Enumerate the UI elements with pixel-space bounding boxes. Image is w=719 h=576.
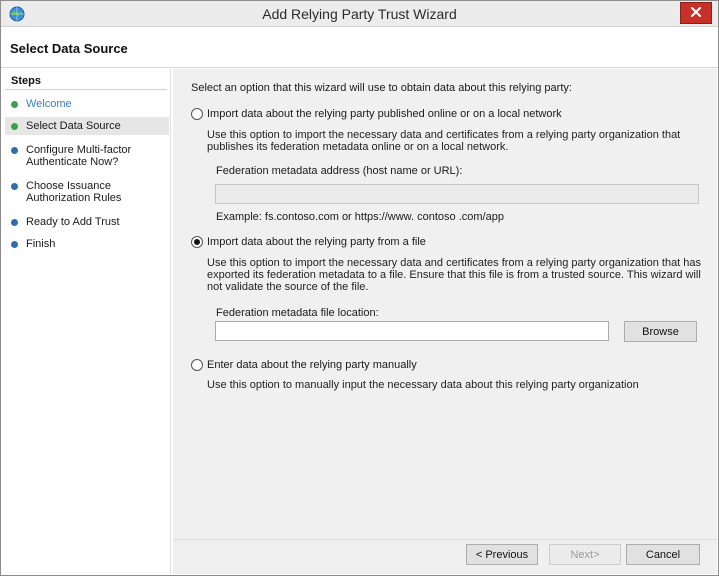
step-issuance-rules[interactable] [5, 177, 155, 207]
step-label: Select Data Source [26, 120, 121, 132]
radio-button-unchecked[interactable] [191, 359, 203, 371]
window-title: Add Relying Party Trust Wizard [262, 6, 457, 22]
file-location-input[interactable] [215, 321, 609, 341]
federation-address-label: Federation metadata address (host name or URL): [216, 165, 463, 177]
step-welcome[interactable] [5, 95, 169, 113]
step-status-dot [11, 241, 18, 248]
option-online-radio[interactable] [191, 108, 562, 120]
option-description: Use this option to import the necessary data and certificates from a relying party organization that publishes its federation metadata online or on a local network. [207, 129, 681, 153]
option-label: Enter data about the relying party manually [207, 359, 417, 371]
radio-button-checked[interactable] [191, 236, 203, 248]
example-text: Example: fs.contoso.com or https://www. contoso .com/app [216, 211, 504, 223]
option-description: Use this option to manually input the necessary data about this relying party organization [207, 379, 639, 391]
close-icon [690, 6, 702, 21]
title-bar [1, 1, 718, 27]
cancel-button[interactable]: Cancel [626, 544, 700, 565]
next-button[interactable]: Next> [549, 544, 621, 565]
browse-button[interactable]: Browse [624, 321, 697, 342]
steps-panel [1, 69, 171, 574]
option-file-radio[interactable] [191, 236, 426, 248]
step-status-dot [11, 123, 18, 130]
step-select-data-source[interactable] [5, 117, 169, 135]
step-label: Ready to Add Trust [26, 216, 120, 228]
step-label: Welcome [26, 98, 72, 110]
file-location-label: Federation metadata file location: [216, 307, 379, 319]
option-description: Use this option to import the necessary data and certificates from a relying party organization that has exported its federation metadata to a file. Ensure that this file is from a trusted source. This wizard will not validate the source of the file. [207, 257, 702, 293]
step-status-dot [11, 183, 18, 190]
close-button[interactable] [680, 2, 712, 24]
wizard-footer [173, 539, 717, 574]
step-finish[interactable] [5, 235, 169, 253]
content-panel [173, 69, 717, 539]
intro-text: Select an option that this wizard will use to obtain data about this relying party: [191, 82, 572, 94]
option-label: Import data about the relying party from a file [207, 236, 426, 248]
option-label: Import data about the relying party published online or on a local network [207, 108, 562, 120]
step-status-dot [11, 147, 18, 154]
page-header [1, 28, 718, 68]
step-label: Choose Issuance Authorization Rules [26, 180, 122, 204]
page-title: Select Data Source [10, 41, 128, 56]
step-label: Finish [26, 238, 56, 250]
previous-button[interactable]: < Previous [466, 544, 538, 565]
radio-button-unchecked[interactable] [191, 108, 203, 120]
step-configure-mfa[interactable] [5, 141, 155, 171]
step-status-dot [11, 219, 18, 226]
step-ready-to-add[interactable] [5, 213, 169, 231]
steps-heading: Steps [11, 75, 41, 87]
option-manual-radio[interactable] [191, 359, 417, 371]
step-status-dot [11, 101, 18, 108]
federation-address-input[interactable] [215, 184, 699, 204]
step-label: Configure Multi-factor Authenticate Now? [26, 144, 132, 168]
steps-divider [5, 89, 167, 90]
